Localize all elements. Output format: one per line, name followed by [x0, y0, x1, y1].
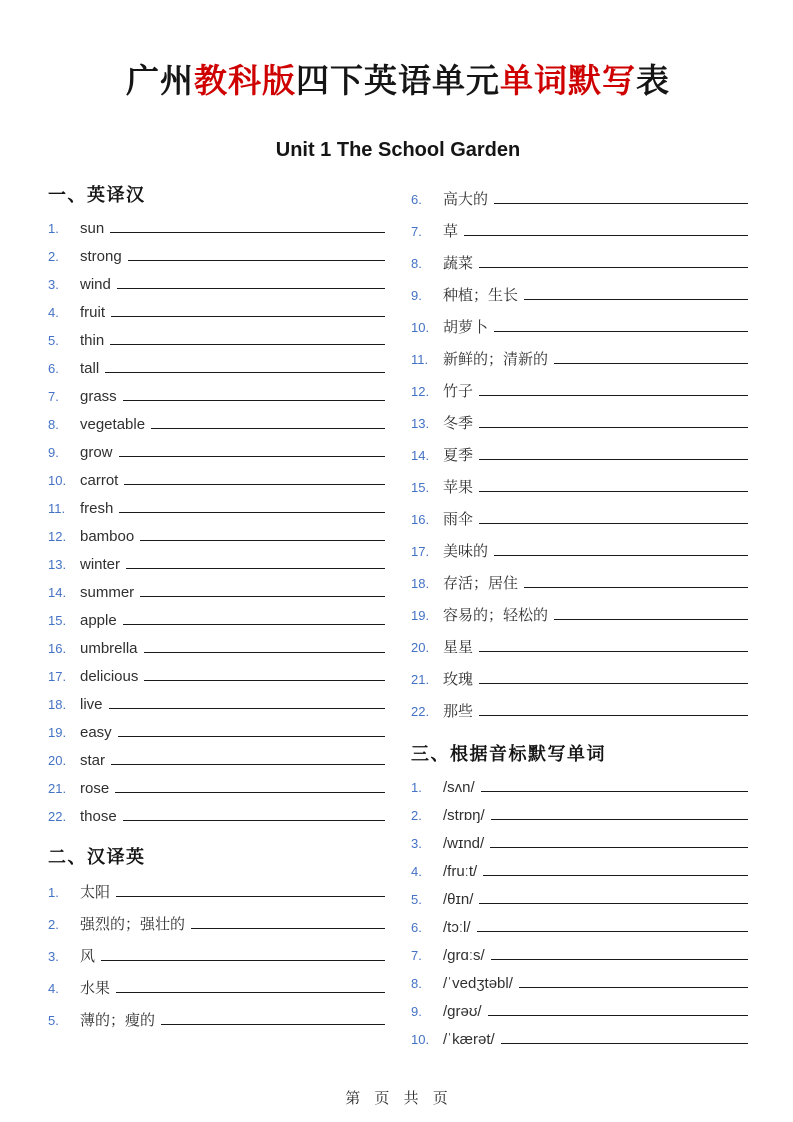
word-list-zh-to-en-left [48, 877, 385, 1037]
answer-blank-line[interactable] [501, 1043, 748, 1044]
item-number: 13. [48, 556, 67, 572]
item-text: 高大的 [443, 190, 489, 208]
item-text: /θɪn/ [443, 890, 474, 908]
word-row [48, 411, 385, 439]
item-number: 9. [48, 444, 59, 460]
item-text: winter [80, 555, 121, 573]
word-row [48, 1005, 385, 1037]
word-row [411, 632, 748, 664]
word-row [48, 215, 385, 243]
word-row [48, 243, 385, 271]
answer-blank-line[interactable] [479, 903, 748, 904]
answer-blank-line[interactable] [110, 232, 385, 233]
word-row [411, 536, 748, 568]
item-text: delicious [80, 667, 139, 685]
item-number: 4. [411, 863, 422, 879]
item-number: 18. [411, 575, 430, 591]
word-row [411, 568, 748, 600]
page-footer: 第 页 共 页 [345, 1090, 448, 1107]
word-row [411, 344, 748, 376]
word-row [411, 830, 748, 858]
word-row [48, 973, 385, 1005]
item-number: 7. [411, 947, 422, 963]
item-text: 雨伞 [443, 510, 474, 528]
answer-blank-line[interactable] [479, 715, 748, 716]
answer-blank-line[interactable] [110, 344, 385, 345]
answer-blank-line[interactable] [111, 316, 385, 317]
section-heading-en-to-zh: 一、英译汉 [48, 184, 146, 205]
word-row [411, 440, 748, 472]
word-row [48, 467, 385, 495]
word-row [411, 664, 748, 696]
section-heading-zh-to-en: 二、汉译英 [48, 846, 146, 867]
item-text: bamboo [80, 527, 135, 545]
item-text: 星星 [443, 638, 474, 656]
item-text: 美味的 [443, 542, 489, 560]
answer-blank-line[interactable] [494, 203, 748, 204]
item-text: 草 [443, 222, 459, 240]
item-number: 19. [48, 724, 67, 740]
item-text: carrot [80, 471, 119, 489]
item-number: 10. [411, 319, 430, 335]
item-text: /ˈvedʒtəbl/ [443, 974, 513, 992]
answer-blank-line[interactable] [479, 267, 748, 268]
answer-blank-line[interactable] [519, 987, 748, 988]
item-number: 12. [48, 528, 67, 544]
item-number: 20. [48, 752, 67, 768]
word-row [411, 1026, 748, 1054]
answer-blank-line[interactable] [488, 1015, 748, 1016]
word-row [411, 600, 748, 632]
page-title [48, 62, 748, 100]
word-row [411, 216, 748, 248]
item-text: 强烈的；强壮的 [80, 915, 186, 933]
word-row [48, 551, 385, 579]
column-left [48, 184, 385, 1054]
title-part: 四下英语单元 [296, 62, 500, 99]
answer-blank-line[interactable] [144, 652, 385, 653]
answer-blank-line[interactable] [481, 791, 748, 792]
word-row [48, 635, 385, 663]
item-number: 6. [48, 360, 59, 376]
answer-blank-line[interactable] [494, 331, 748, 332]
word-row [48, 439, 385, 467]
item-text: /grəʊ/ [443, 1002, 482, 1020]
item-text: 新鲜的；清新的 [443, 350, 549, 368]
word-row [411, 408, 748, 440]
item-number: 1. [48, 220, 59, 236]
item-text: 夏季 [443, 446, 474, 464]
word-row [48, 691, 385, 719]
word-row [48, 579, 385, 607]
item-number: 15. [48, 612, 67, 628]
item-text: 胡萝卜 [443, 318, 489, 336]
item-number: 4. [48, 304, 59, 320]
word-row [48, 495, 385, 523]
item-number: 8. [48, 416, 59, 432]
item-number: 5. [48, 332, 59, 348]
item-number: 9. [411, 287, 422, 303]
item-number: 10. [411, 1031, 430, 1047]
answer-blank-line[interactable] [116, 896, 385, 897]
answer-blank-line[interactable] [101, 960, 385, 961]
section-heading-phonetics: 三、根据音标默写单词 [411, 743, 606, 764]
item-text: 容易的；轻松的 [443, 606, 549, 624]
item-text: 竹子 [443, 382, 474, 400]
item-number: 5. [48, 1012, 59, 1028]
item-number: 19. [411, 607, 430, 623]
item-number: 16. [48, 640, 67, 656]
item-number: 4. [48, 980, 59, 996]
answer-blank-line[interactable] [479, 395, 748, 396]
item-number: 6. [411, 919, 422, 935]
word-row [411, 802, 748, 830]
answer-blank-line[interactable] [116, 992, 385, 993]
title-part: 广州 [126, 62, 194, 99]
word-row [411, 774, 748, 802]
answer-blank-line[interactable] [119, 512, 385, 513]
answer-blank-line[interactable] [115, 792, 385, 793]
item-text: umbrella [80, 639, 138, 657]
answer-blank-line[interactable] [479, 427, 748, 428]
item-text: 薄的；瘦的 [80, 1011, 156, 1029]
word-row [48, 775, 385, 803]
item-text: tall [80, 359, 100, 377]
item-text: /fruːt/ [443, 862, 478, 880]
item-text: 风 [80, 947, 96, 965]
item-number: 3. [48, 948, 59, 964]
unit-subtitle: Unit 1 The School Garden [275, 138, 521, 161]
item-number: 2. [48, 916, 59, 932]
answer-blank-line[interactable] [140, 540, 385, 541]
word-row [411, 914, 748, 942]
item-text: /wɪnd/ [443, 834, 485, 852]
item-number: 17. [411, 543, 430, 559]
item-number: 11. [48, 500, 66, 516]
item-number: 21. [411, 671, 430, 687]
item-number: 6. [411, 191, 422, 207]
answer-blank-line[interactable] [491, 959, 748, 960]
answer-blank-line[interactable] [123, 820, 385, 821]
item-number: 1. [48, 884, 59, 900]
title-part: 教科版 [194, 62, 296, 99]
item-text: thin [80, 331, 105, 349]
item-number: 3. [411, 835, 422, 851]
word-row [48, 523, 385, 551]
answer-blank-line[interactable] [524, 587, 748, 588]
item-text: grow [80, 443, 113, 461]
word-row [411, 858, 748, 886]
column-right [411, 184, 748, 1054]
answer-blank-line[interactable] [144, 680, 385, 681]
item-number: 14. [48, 584, 67, 600]
item-number: 7. [411, 223, 422, 239]
item-number: 16. [411, 511, 430, 527]
item-text: live [80, 695, 103, 713]
item-number: 17. [48, 668, 67, 684]
content-columns [48, 184, 748, 1054]
item-text: vegetable [80, 415, 146, 433]
item-text: /ˈkærət/ [443, 1030, 495, 1048]
answer-blank-line[interactable] [123, 400, 385, 401]
answer-blank-line[interactable] [490, 847, 748, 848]
answer-blank-line[interactable] [479, 491, 748, 492]
item-number: 9. [411, 1003, 422, 1019]
item-number: 11. [411, 351, 429, 367]
title-part: 单词默写 [500, 62, 636, 99]
item-text: /grɑːs/ [443, 946, 485, 964]
word-row [411, 248, 748, 280]
item-number: 1. [411, 779, 422, 795]
item-number: 13. [411, 415, 430, 431]
item-text: sun [80, 219, 105, 237]
item-text: 苹果 [443, 478, 474, 496]
word-row [411, 696, 748, 728]
word-row [411, 312, 748, 344]
item-number: 10. [48, 472, 67, 488]
word-list-en-to-zh [48, 215, 385, 831]
item-number: 2. [411, 807, 422, 823]
item-text: wind [80, 275, 111, 293]
word-row [48, 719, 385, 747]
item-text: /tɔːl/ [443, 918, 471, 936]
answer-blank-line[interactable] [111, 764, 385, 765]
answer-blank-line[interactable] [117, 288, 385, 289]
answer-blank-line[interactable] [479, 651, 748, 652]
item-text: those [80, 807, 117, 825]
item-text: summer [80, 583, 135, 601]
word-list-phonetics [411, 774, 748, 1054]
word-row [48, 877, 385, 909]
item-text: grass [80, 387, 117, 405]
item-text: rose [80, 779, 110, 797]
item-number: 20. [411, 639, 430, 655]
item-number: 21. [48, 780, 67, 796]
title-part: 表 [636, 62, 670, 99]
item-number: 22. [411, 703, 430, 719]
word-row [411, 886, 748, 914]
item-text: strong [80, 247, 122, 265]
answer-blank-line[interactable] [479, 523, 748, 524]
word-row [411, 184, 748, 216]
item-text: fruit [80, 303, 106, 321]
word-row [48, 355, 385, 383]
word-row [48, 747, 385, 775]
item-text: 种植；生长 [443, 286, 519, 304]
item-text: 水果 [80, 979, 111, 997]
item-text: /strɒŋ/ [443, 806, 485, 824]
item-text: apple [80, 611, 117, 629]
item-text: 太阳 [80, 883, 111, 901]
item-text: fresh [80, 499, 114, 517]
item-number: 18. [48, 696, 67, 712]
item-number: 15. [411, 479, 430, 495]
word-row [411, 472, 748, 504]
item-number: 8. [411, 255, 422, 271]
answer-blank-line[interactable] [161, 1024, 385, 1025]
word-row [411, 280, 748, 312]
word-row [48, 327, 385, 355]
item-number: 3. [48, 276, 59, 292]
word-row [48, 299, 385, 327]
answer-blank-line[interactable] [123, 624, 385, 625]
answer-blank-line[interactable] [494, 555, 748, 556]
item-number: 12. [411, 383, 430, 399]
answer-blank-line[interactable] [118, 736, 385, 737]
word-row [48, 803, 385, 831]
answer-blank-line[interactable] [554, 363, 748, 364]
answer-blank-line[interactable] [479, 459, 748, 460]
answer-blank-line[interactable] [554, 619, 748, 620]
answer-blank-line[interactable] [483, 875, 748, 876]
item-text: 玫瑰 [443, 670, 474, 688]
item-text: 存活；居住 [443, 574, 519, 592]
word-row [411, 970, 748, 998]
item-number: 5. [411, 891, 422, 907]
item-text: 蔬菜 [443, 254, 474, 272]
answer-blank-line[interactable] [477, 931, 748, 932]
answer-blank-line[interactable] [491, 819, 748, 820]
answer-blank-line[interactable] [128, 260, 385, 261]
word-row [48, 909, 385, 941]
answer-blank-line[interactable] [464, 235, 748, 236]
answer-blank-line[interactable] [126, 568, 385, 569]
answer-blank-line[interactable] [109, 708, 385, 709]
word-row [48, 607, 385, 635]
word-row [48, 383, 385, 411]
word-row [411, 942, 748, 970]
item-text: easy [80, 723, 112, 741]
answer-blank-line[interactable] [105, 372, 385, 373]
item-number: 14. [411, 447, 430, 463]
answer-blank-line[interactable] [124, 484, 385, 485]
item-text: 冬季 [443, 414, 474, 432]
answer-blank-line[interactable] [140, 596, 385, 597]
word-list-zh-to-en-right [411, 184, 748, 728]
answer-blank-line[interactable] [524, 299, 748, 300]
item-number: 2. [48, 248, 59, 264]
item-text: /sʌn/ [443, 778, 475, 796]
word-row [411, 504, 748, 536]
word-row [48, 941, 385, 973]
answer-blank-line[interactable] [151, 428, 385, 429]
word-row [48, 663, 385, 691]
answer-blank-line[interactable] [119, 456, 385, 457]
item-text: 那些 [443, 702, 474, 720]
answer-blank-line[interactable] [479, 683, 748, 684]
word-row [411, 998, 748, 1026]
item-number: 7. [48, 388, 59, 404]
item-text: star [80, 751, 106, 769]
answer-blank-line[interactable] [191, 928, 385, 929]
word-row [48, 271, 385, 299]
item-number: 22. [48, 808, 67, 824]
item-number: 8. [411, 975, 422, 991]
word-row [411, 376, 748, 408]
